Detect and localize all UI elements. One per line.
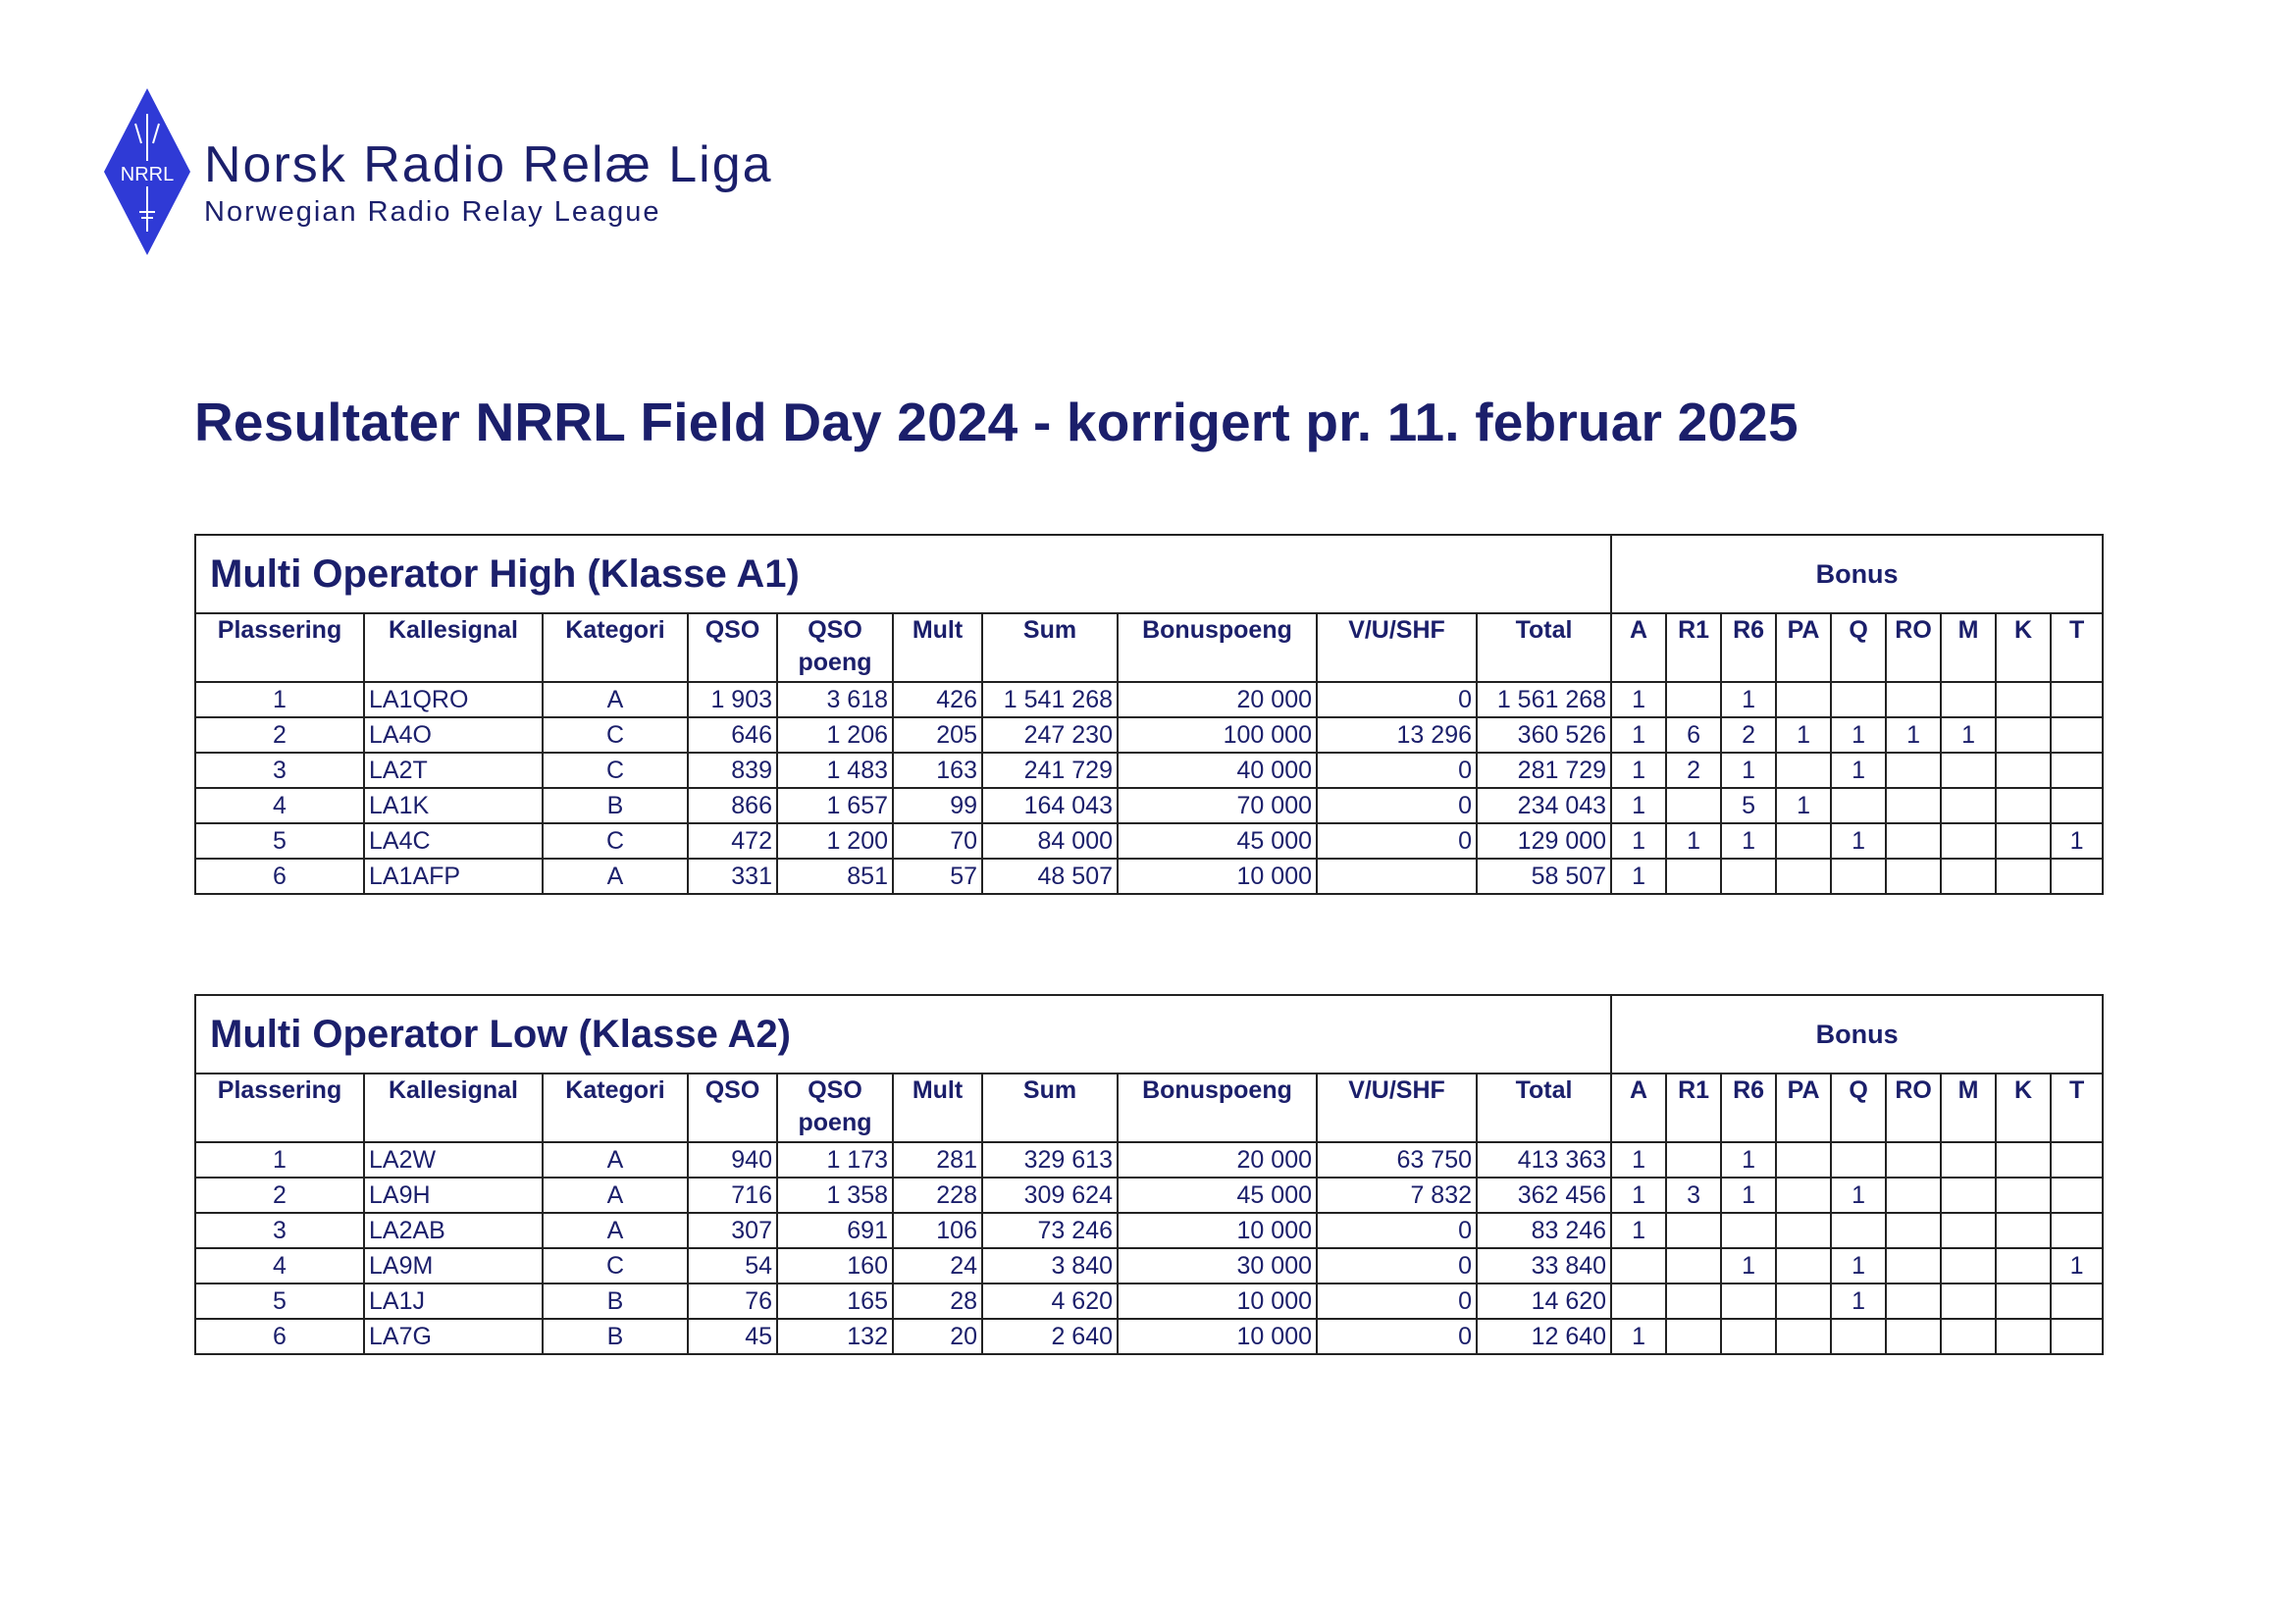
table-cell — [1886, 682, 1941, 717]
column-header: R6 — [1721, 1074, 1776, 1142]
table-cell: 70 000 — [1118, 788, 1317, 823]
table-cell: 3 840 — [982, 1248, 1118, 1283]
table-cell: 851 — [777, 859, 893, 894]
table-cell: 14 620 — [1477, 1283, 1611, 1319]
table-row — [195, 823, 2103, 859]
table-cell: 1 — [1831, 1178, 1886, 1213]
column-header: Bonuspoeng — [1118, 613, 1317, 682]
table-cell: 165 — [777, 1283, 893, 1319]
column-header: Kategori — [543, 613, 688, 682]
table-cell — [1831, 682, 1886, 717]
table-cell: 1 — [1611, 859, 1666, 894]
table-cell — [1996, 788, 2051, 823]
nrrl-diamond-logo-icon — [102, 86, 200, 258]
results-table-a1 — [194, 534, 2104, 895]
table-cell: 57 — [893, 859, 982, 894]
table-cell: 100 000 — [1118, 717, 1317, 753]
table-cell: 12 640 — [1477, 1319, 1611, 1354]
table-cell: 1 903 — [688, 682, 777, 717]
table-row — [195, 717, 2103, 753]
table-cell: 0 — [1317, 1248, 1477, 1283]
table-cell: 839 — [688, 753, 777, 788]
table-cell — [1666, 1248, 1721, 1283]
table-cell: 866 — [688, 788, 777, 823]
table-cell — [1776, 1142, 1831, 1178]
table-cell — [2051, 859, 2103, 894]
table-cell: 0 — [1317, 1319, 1477, 1354]
table-cell — [1996, 682, 2051, 717]
table-cell: 99 — [893, 788, 982, 823]
table-cell: 6 — [1666, 717, 1721, 753]
table-cell — [1721, 1283, 1776, 1319]
column-header: T — [2051, 1074, 2103, 1142]
table-cell: 76 — [688, 1283, 777, 1319]
table-cell — [1996, 1178, 2051, 1213]
table-cell: 6 — [195, 1319, 364, 1354]
table-cell: 0 — [1317, 1213, 1477, 1248]
table-cell: 331 — [688, 859, 777, 894]
logo-text: NRRL — [120, 164, 175, 185]
column-header: Kategori — [543, 1074, 688, 1142]
table-cell: 6 — [195, 859, 364, 894]
table-cell: 28 — [893, 1283, 982, 1319]
page-title: Resultater NRRL Field Day 2024 - korrigert pr. 11. februar 2025 — [194, 392, 1799, 452]
column-header: Plassering — [195, 1074, 364, 1142]
table-cell — [1996, 1213, 2051, 1248]
table-cell: 228 — [893, 1178, 982, 1213]
table-cell — [1941, 1178, 1996, 1213]
table-cell: 362 456 — [1477, 1178, 1611, 1213]
table-cell: 281 729 — [1477, 753, 1611, 788]
table-cell — [1941, 682, 1996, 717]
table-cell: 45 — [688, 1319, 777, 1354]
table-row — [195, 859, 2103, 894]
table-cell: 160 — [777, 1248, 893, 1283]
table-cell: 1 — [1611, 717, 1666, 753]
table-cell: 1 — [1721, 753, 1776, 788]
column-header: R6 — [1721, 613, 1776, 682]
table-cell: C — [543, 823, 688, 859]
column-header: K — [1996, 613, 2051, 682]
table-cell: 1 — [1611, 1142, 1666, 1178]
table-cell: 1 — [1721, 823, 1776, 859]
column-header-row — [195, 1074, 2103, 1142]
table-cell — [1941, 859, 1996, 894]
column-header: M — [1941, 613, 1996, 682]
table-cell — [1831, 1319, 1886, 1354]
table-cell — [1941, 788, 1996, 823]
table-cell — [1776, 1319, 1831, 1354]
table-cell: 1 561 268 — [1477, 682, 1611, 717]
table-cell — [1941, 1142, 1996, 1178]
table-row — [195, 788, 2103, 823]
org-name: Norsk Radio Relæ Liga — [204, 136, 773, 193]
table-cell: 13 296 — [1317, 717, 1477, 753]
table-cell: 1 — [1611, 1178, 1666, 1213]
table-cell — [1831, 1213, 1886, 1248]
table-cell: 205 — [893, 717, 982, 753]
table-cell: 1 — [1831, 1283, 1886, 1319]
column-header: Mult — [893, 1074, 982, 1142]
table-cell: 5 — [195, 823, 364, 859]
table-cell — [1666, 1142, 1721, 1178]
table-cell: 2 — [195, 1178, 364, 1213]
table-cell — [1831, 859, 1886, 894]
table-cell: 10 000 — [1118, 1319, 1317, 1354]
table-cell: LA9H — [364, 1178, 543, 1213]
table-cell — [1941, 823, 1996, 859]
table-cell: 940 — [688, 1142, 777, 1178]
table-cell — [2051, 717, 2103, 753]
table-cell: 45 000 — [1118, 1178, 1317, 1213]
table-cell: 20 000 — [1118, 682, 1317, 717]
table-cell: 3 — [195, 753, 364, 788]
table-cell: 1 206 — [777, 717, 893, 753]
table-cell: 24 — [893, 1248, 982, 1283]
column-header: QSO — [688, 1074, 777, 1142]
table-cell: 1 657 — [777, 788, 893, 823]
table-cell — [2051, 682, 2103, 717]
table-cell — [1721, 1213, 1776, 1248]
table-cell: 472 — [688, 823, 777, 859]
table-cell: 1 — [1611, 823, 1666, 859]
table-cell — [1996, 1142, 2051, 1178]
table-row — [195, 1142, 2103, 1178]
column-header: M — [1941, 1074, 1996, 1142]
table-cell — [2051, 1283, 2103, 1319]
table-cell: 0 — [1317, 753, 1477, 788]
column-header: QSO poeng — [777, 1074, 893, 1142]
table-cell: 1 — [1611, 788, 1666, 823]
column-header: V/U/SHF — [1317, 1074, 1477, 1142]
table-cell — [1941, 753, 1996, 788]
table-cell — [1776, 682, 1831, 717]
table-cell — [1666, 859, 1721, 894]
table-cell: 0 — [1317, 1283, 1477, 1319]
table-cell: 73 246 — [982, 1213, 1118, 1248]
table-cell — [1831, 1142, 1886, 1178]
table-cell: 1 — [2051, 823, 2103, 859]
column-header: A — [1611, 613, 1666, 682]
table-cell — [2051, 1142, 2103, 1178]
table-cell: 10 000 — [1118, 859, 1317, 894]
table-cell — [1886, 823, 1941, 859]
class-title: Multi Operator High (Klasse A1) — [195, 535, 1611, 613]
table-cell — [1611, 1283, 1666, 1319]
table-title-row — [195, 535, 2103, 613]
column-header: Total — [1477, 613, 1611, 682]
column-header: Q — [1831, 1074, 1886, 1142]
column-header: Sum — [982, 1074, 1118, 1142]
table-cell: 329 613 — [982, 1142, 1118, 1178]
table-cell: LA4O — [364, 717, 543, 753]
table-cell: B — [543, 1319, 688, 1354]
table-cell: 691 — [777, 1213, 893, 1248]
table-cell — [1886, 788, 1941, 823]
table-cell — [1317, 859, 1477, 894]
table-title-row — [195, 995, 2103, 1074]
table-cell: 1 — [1831, 823, 1886, 859]
column-header: QSO — [688, 613, 777, 682]
table-cell — [1886, 1213, 1941, 1248]
table-cell: 5 — [1721, 788, 1776, 823]
table-cell — [1776, 823, 1831, 859]
table-cell: 163 — [893, 753, 982, 788]
table-cell: 58 507 — [1477, 859, 1611, 894]
class-title: Multi Operator Low (Klasse A2) — [195, 995, 1611, 1074]
table-cell: 4 — [195, 788, 364, 823]
table-cell: C — [543, 753, 688, 788]
table-cell — [1666, 682, 1721, 717]
column-header: A — [1611, 1074, 1666, 1142]
table-cell: 426 — [893, 682, 982, 717]
table-cell: 5 — [195, 1283, 364, 1319]
table-cell — [1996, 859, 2051, 894]
table-cell: LA2AB — [364, 1213, 543, 1248]
table-row — [195, 1213, 2103, 1248]
table-cell — [1886, 1283, 1941, 1319]
table-cell: 1 — [1721, 682, 1776, 717]
table-cell — [1776, 1248, 1831, 1283]
table-cell — [1721, 1319, 1776, 1354]
table-cell — [1941, 1213, 1996, 1248]
table-cell: 63 750 — [1317, 1142, 1477, 1178]
column-header: RO — [1886, 613, 1941, 682]
table-cell: 1 — [1611, 753, 1666, 788]
table-cell — [1886, 859, 1941, 894]
table-cell — [2051, 788, 2103, 823]
table-cell — [1996, 1319, 2051, 1354]
table-cell: A — [543, 859, 688, 894]
table-cell: 1 — [1611, 682, 1666, 717]
table-cell: 2 640 — [982, 1319, 1118, 1354]
table-cell: 1 541 268 — [982, 682, 1118, 717]
column-header: Bonuspoeng — [1118, 1074, 1317, 1142]
table-cell — [1776, 859, 1831, 894]
table-cell: LA1K — [364, 788, 543, 823]
column-header: R1 — [1666, 1074, 1721, 1142]
table-cell — [2051, 1319, 2103, 1354]
table-cell: 45 000 — [1118, 823, 1317, 859]
table-cell — [1776, 1283, 1831, 1319]
table-cell: 83 246 — [1477, 1213, 1611, 1248]
table-cell: 1 — [1776, 717, 1831, 753]
table-cell: 0 — [1317, 682, 1477, 717]
table-cell: 1 — [1941, 717, 1996, 753]
table-cell: 129 000 — [1477, 823, 1611, 859]
table-cell: 70 — [893, 823, 982, 859]
table-cell: 164 043 — [982, 788, 1118, 823]
table-row — [195, 1283, 2103, 1319]
table-cell — [1996, 753, 2051, 788]
table-cell: 1 358 — [777, 1178, 893, 1213]
table-cell: 4 620 — [982, 1283, 1118, 1319]
table-cell: 4 — [195, 1248, 364, 1283]
table-cell: 20 000 — [1118, 1142, 1317, 1178]
table-cell: 106 — [893, 1213, 982, 1248]
table-cell: 247 230 — [982, 717, 1118, 753]
table-cell — [1886, 1319, 1941, 1354]
table-cell: LA9M — [364, 1248, 543, 1283]
table-cell: 1 — [1721, 1248, 1776, 1283]
table-cell: 40 000 — [1118, 753, 1317, 788]
table-cell — [1941, 1248, 1996, 1283]
table-cell: B — [543, 788, 688, 823]
table-cell: 33 840 — [1477, 1248, 1611, 1283]
bonus-header: Bonus — [1611, 995, 2103, 1074]
results-table-body — [195, 535, 2103, 894]
table-cell: 10 000 — [1118, 1283, 1317, 1319]
table-cell: 1 — [1611, 1213, 1666, 1248]
column-header: T — [2051, 613, 2103, 682]
column-header: RO — [1886, 1074, 1941, 1142]
table-cell: C — [543, 717, 688, 753]
table-cell: C — [543, 1248, 688, 1283]
table-cell: 281 — [893, 1142, 982, 1178]
table-cell: 241 729 — [982, 753, 1118, 788]
table-cell: 1 200 — [777, 823, 893, 859]
table-cell: 309 624 — [982, 1178, 1118, 1213]
table-cell: 84 000 — [982, 823, 1118, 859]
results-table-body — [195, 995, 2103, 1354]
table-cell — [1941, 1319, 1996, 1354]
column-header: Kallesignal — [364, 1074, 543, 1142]
table-cell: 1 — [195, 682, 364, 717]
table-cell: 2 — [1721, 717, 1776, 753]
column-header: Plassering — [195, 613, 364, 682]
table-cell: 234 043 — [1477, 788, 1611, 823]
table-cell: A — [543, 1142, 688, 1178]
table-cell: 413 363 — [1477, 1142, 1611, 1178]
table-cell — [1996, 1283, 2051, 1319]
table-cell — [1831, 788, 1886, 823]
table-cell: 646 — [688, 717, 777, 753]
table-row — [195, 1178, 2103, 1213]
table-cell — [2051, 1213, 2103, 1248]
table-cell: 48 507 — [982, 859, 1118, 894]
table-cell: 1 — [1776, 788, 1831, 823]
column-header: R1 — [1666, 613, 1721, 682]
table-cell: B — [543, 1283, 688, 1319]
table-cell: 1 — [1721, 1142, 1776, 1178]
table-cell — [1776, 753, 1831, 788]
table-cell: 1 — [195, 1142, 364, 1178]
table-row — [195, 1319, 2103, 1354]
table-cell: 0 — [1317, 823, 1477, 859]
table-cell: 3 — [195, 1213, 364, 1248]
table-row — [195, 753, 2103, 788]
table-row — [195, 1248, 2103, 1283]
table-cell — [1666, 1283, 1721, 1319]
table-cell: 54 — [688, 1248, 777, 1283]
table-cell: A — [543, 1213, 688, 1248]
table-cell: LA2W — [364, 1142, 543, 1178]
table-cell — [1666, 1213, 1721, 1248]
table-cell: 716 — [688, 1178, 777, 1213]
table-cell: 1 — [1721, 1178, 1776, 1213]
column-header: PA — [1776, 613, 1831, 682]
column-header: Kallesignal — [364, 613, 543, 682]
table-cell — [1996, 823, 2051, 859]
table-cell: 2 — [195, 717, 364, 753]
table-cell: 307 — [688, 1213, 777, 1248]
table-cell: LA1AFP — [364, 859, 543, 894]
table-cell — [1996, 1248, 2051, 1283]
column-header: V/U/SHF — [1317, 613, 1477, 682]
table-row — [195, 682, 2103, 717]
table-cell: 10 000 — [1118, 1213, 1317, 1248]
column-header: K — [1996, 1074, 2051, 1142]
table-cell — [1776, 1213, 1831, 1248]
table-cell — [1996, 717, 2051, 753]
table-cell: 132 — [777, 1319, 893, 1354]
table-cell — [1886, 1248, 1941, 1283]
column-header: Total — [1477, 1074, 1611, 1142]
results-table-a2 — [194, 994, 2104, 1355]
table-cell: A — [543, 1178, 688, 1213]
table-cell: LA1J — [364, 1283, 543, 1319]
column-header: Mult — [893, 613, 982, 682]
table-cell — [2051, 753, 2103, 788]
org-subtitle: Norwegian Radio Relay League — [204, 196, 661, 228]
table-cell — [1886, 753, 1941, 788]
table-cell — [1666, 788, 1721, 823]
table-cell: 0 — [1317, 788, 1477, 823]
org-logo-block — [102, 86, 808, 258]
table-cell — [1886, 1178, 1941, 1213]
table-cell: 1 — [1611, 1319, 1666, 1354]
table-cell — [1941, 1283, 1996, 1319]
table-cell: 3 — [1666, 1178, 1721, 1213]
column-header: Sum — [982, 613, 1118, 682]
table-cell: LA4C — [364, 823, 543, 859]
column-header-row — [195, 613, 2103, 682]
table-cell: 1 — [1886, 717, 1941, 753]
table-cell — [1776, 1178, 1831, 1213]
table-cell: 1 — [1831, 1248, 1886, 1283]
table-cell: 1 — [1666, 823, 1721, 859]
table-cell — [2051, 1178, 2103, 1213]
bonus-header: Bonus — [1611, 535, 2103, 613]
column-header: PA — [1776, 1074, 1831, 1142]
table-cell — [1721, 859, 1776, 894]
table-cell — [1666, 1319, 1721, 1354]
table-cell: 7 832 — [1317, 1178, 1477, 1213]
table-cell: 1 — [1831, 753, 1886, 788]
table-cell: 3 618 — [777, 682, 893, 717]
table-cell: 1 173 — [777, 1142, 893, 1178]
table-cell: LA2T — [364, 753, 543, 788]
table-cell: 1 483 — [777, 753, 893, 788]
table-cell: LA1QRO — [364, 682, 543, 717]
table-cell — [1611, 1248, 1666, 1283]
table-cell: 20 — [893, 1319, 982, 1354]
table-cell: A — [543, 682, 688, 717]
table-cell — [1886, 1142, 1941, 1178]
table-cell: 360 526 — [1477, 717, 1611, 753]
column-header: QSO poeng — [777, 613, 893, 682]
table-cell: 2 — [1666, 753, 1721, 788]
table-cell: 1 — [2051, 1248, 2103, 1283]
table-cell: LA7G — [364, 1319, 543, 1354]
table-cell: 1 — [1831, 717, 1886, 753]
table-cell: 30 000 — [1118, 1248, 1317, 1283]
column-header: Q — [1831, 613, 1886, 682]
